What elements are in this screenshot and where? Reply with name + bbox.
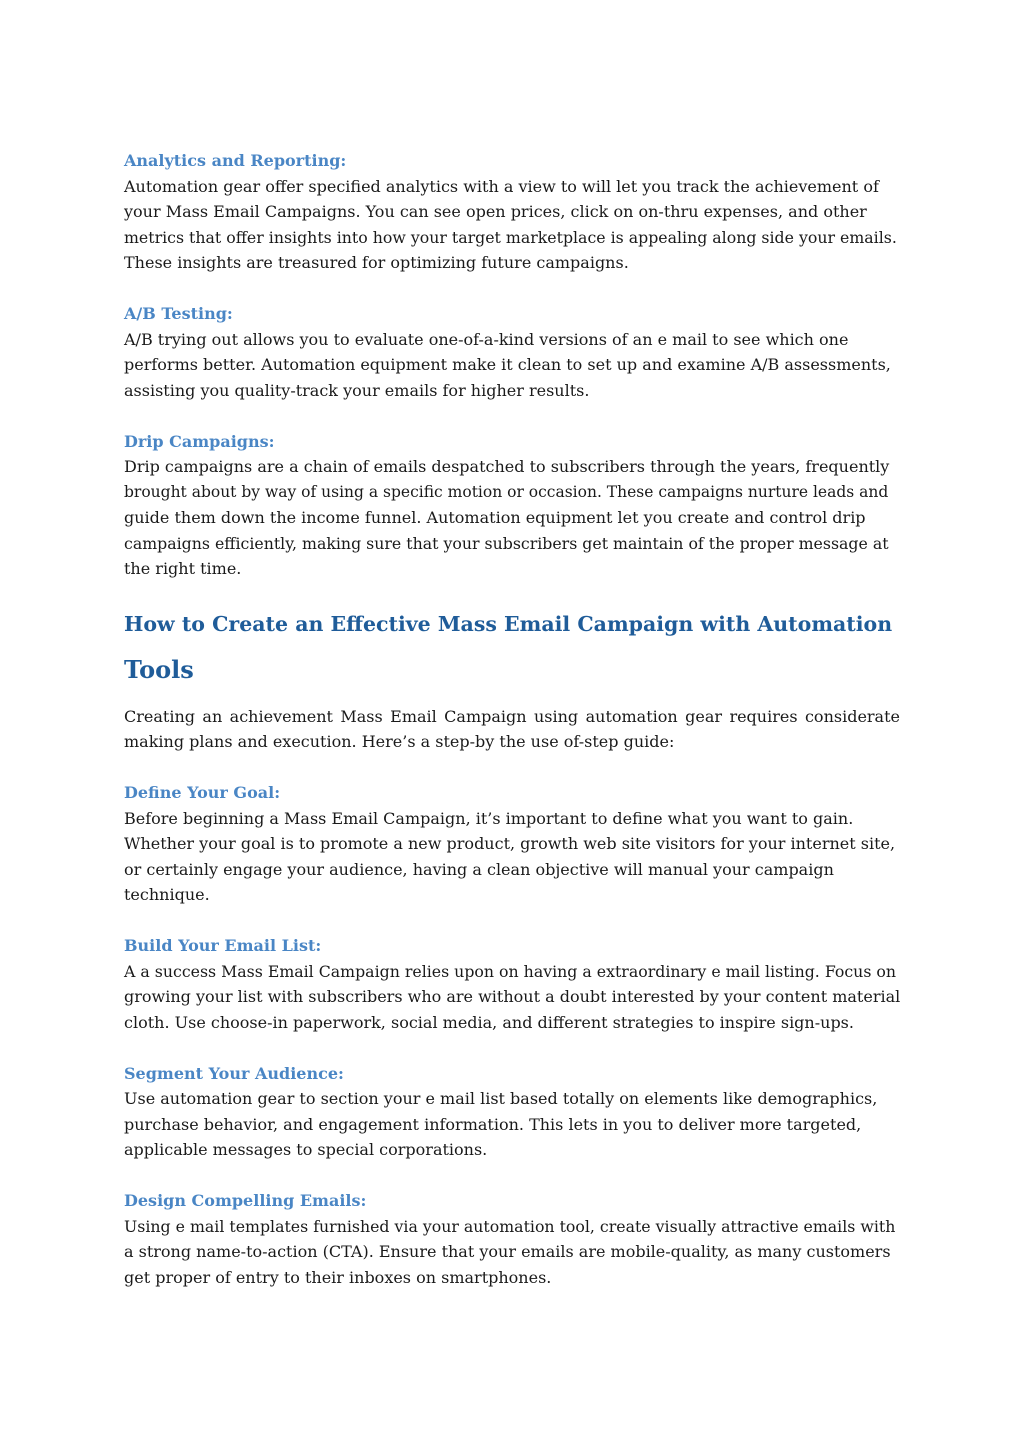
main-heading-line: How to Create an Effective Mass Email Campaign with Automation: [124, 611, 893, 636]
body-line: applicable messages to special corporations.: [124, 1140, 488, 1159]
body-line: making plans and execution. Here’s a step-by the use of-step guide:: [124, 732, 675, 751]
body-line: Drip campaigns are a chain of emails despatched to subscribers through the years, frequently: [124, 457, 890, 476]
body-line: performs better. Automation equipment make it clean to set up and examine A/B assessments,: [124, 355, 891, 374]
section-heading: Design Compelling Emails:: [124, 1191, 367, 1210]
section-body: [124, 1214, 900, 1291]
main-heading: [124, 602, 900, 692]
step-define-goal: [124, 780, 900, 908]
section-body: [124, 806, 900, 908]
body-line: growing your list with subscribers who are without a doubt interested by your content material: [124, 987, 901, 1006]
body-line: your Mass Email Campaigns. You can see open prices, click on on-thru expenses, and other: [124, 202, 867, 221]
body-line: a strong name-to-action (CTA). Ensure that your emails are mobile-quality, as many customers: [124, 1242, 891, 1261]
section-drip-campaigns: [124, 429, 900, 582]
body-line: A a success Mass Email Campaign relies upon on having a extraordinary e mail listing. Focus on: [124, 961, 897, 981]
body-line: Use automation gear to section your e mail list based totally on elements like demographics,: [124, 1089, 878, 1108]
intro-body: [124, 704, 900, 755]
section-heading: Segment Your Audience:: [124, 1063, 344, 1083]
section-heading: Build Your Email List:: [124, 936, 322, 955]
body-line: metrics that offer insights into how your target marketplace is appealing along side your emails.: [124, 227, 897, 247]
section-body: [124, 327, 900, 404]
section-body: [124, 959, 900, 1036]
body-line: Creating an achievement Mass Email Campaign using automation gear requires considerate: [124, 706, 900, 726]
body-line: technique.: [124, 885, 210, 904]
section-body: [124, 454, 900, 582]
body-line: Before beginning a Mass Email Campaign, it’s important to define what you want to gain.: [124, 808, 854, 828]
body-line: get proper of entry to their inboxes on smartphones.: [124, 1267, 552, 1287]
section-body: [124, 174, 900, 276]
body-line: purchase behavior, and engagement information. This lets in you to deliver more targeted,: [124, 1114, 862, 1134]
section-body: [124, 1086, 900, 1163]
body-line: assisting you quality-track your emails for higher results.: [124, 380, 590, 400]
section-heading: Drip Campaigns:: [124, 431, 275, 451]
body-line: These insights are treasured for optimizing future campaigns.: [124, 253, 629, 272]
body-line: Whether your goal is to promote a new product, growth web site visitors for your internet site,: [124, 834, 896, 853]
section-heading: A/B Testing:: [124, 304, 233, 323]
body-line: A/B trying out allows you to evaluate one-of-a-kind versions of an e mail to see which one: [124, 329, 849, 349]
section-heading: Analytics and Reporting:: [124, 151, 347, 170]
step-build-email-list: [124, 933, 900, 1035]
body-line: the right time.: [124, 559, 242, 578]
step-design-emails: [124, 1188, 900, 1290]
section-ab-testing: [124, 301, 900, 403]
body-line: Using e mail templates furnished via your automation tool, create visually attractive emails with: [124, 1216, 896, 1236]
step-segment-audience: [124, 1061, 900, 1163]
document-page: [124, 148, 900, 1316]
section-heading: Define Your Goal:: [124, 783, 281, 802]
body-line: brought about by way of using a specific motion or occasion. These campaigns nurture leads and: [124, 482, 889, 501]
section-analytics-reporting: [124, 148, 900, 276]
body-line: Automation gear offer specified analytics with a view to will let you track the achievement of: [124, 176, 879, 196]
body-line: or certainly engage your audience, having a clean objective will manual your campaign: [124, 859, 834, 879]
body-line: guide them down the income funnel. Automation equipment let you create and control drip: [124, 508, 866, 527]
intro-paragraph: [124, 704, 900, 755]
body-line: cloth. Use choose-in paperwork, social media, and different strategies to inspire sign-ups.: [124, 1012, 854, 1032]
main-heading-line: Tools: [124, 654, 194, 684]
body-line: campaigns efficiently, making sure that your subscribers get maintain of the proper message at: [124, 533, 889, 553]
